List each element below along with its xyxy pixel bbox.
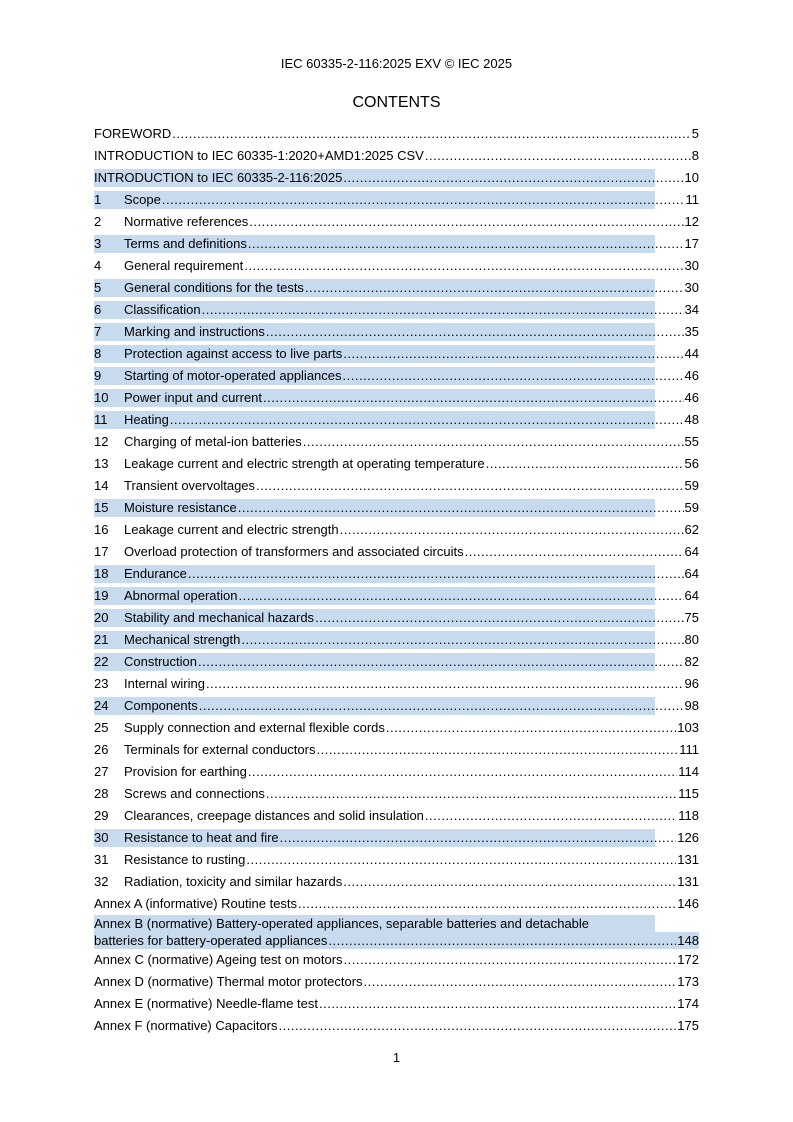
page-ref: 114 [678,764,699,779]
document-header: IEC 60335-2-116:2025 EXV © IEC 2025 [280,56,513,71]
dot-leader [248,233,684,255]
toc-entry-label: Components [124,698,198,713]
toc-entry-label: Charging of metal-ion batteries [124,434,302,449]
dot-leader [170,409,684,431]
dot-leader [298,893,676,915]
dot-leader [316,739,678,761]
page-ref: 62 [684,522,699,537]
dot-leader [425,805,677,827]
toc-entry[interactable] [94,123,699,145]
page-ref: 64 [684,588,699,603]
page-ref: 173 [677,974,699,989]
toc-entry[interactable] [94,563,699,585]
toc-entry-label: Heating [124,412,169,427]
page-ref: 131 [677,874,699,889]
dot-leader [249,211,683,233]
toc-entry[interactable] [94,949,699,971]
section-number: 1 [94,192,102,207]
toc-entry-label: Overload protection of transformers and associated circuits [124,544,464,559]
toc-entry[interactable] [94,541,699,563]
page-ref: 82 [684,654,699,669]
toc-entry-label: Construction [124,654,197,669]
section-number: 25 [94,720,109,735]
page-ref: 55 [684,434,699,449]
section-number: 11 [94,412,108,427]
toc-entry-label: General conditions for the tests [124,280,304,295]
dot-leader [280,827,677,849]
page-ref: 131 [677,852,699,867]
section-number: 8 [94,346,102,361]
dot-leader [343,365,684,387]
dot-leader [315,607,683,629]
toc-entry-label: Resistance to heat and fire [124,830,279,845]
page-ref: 96 [684,676,699,691]
section-number: 6 [94,302,102,317]
page-ref: 174 [677,996,699,1011]
toc-entry-label: Normative references [124,214,249,229]
dot-leader [202,299,684,321]
section-number: 26 [94,742,109,757]
page-ref: 30 [684,280,699,295]
section-number: 7 [94,324,102,339]
section-number: 19 [94,588,109,603]
section-number: 12 [94,434,109,449]
dot-leader [344,949,677,971]
dot-leader [319,993,676,1015]
page-ref: 115 [678,786,699,801]
section-number: 29 [94,808,109,823]
dot-leader [162,189,685,211]
section-number: 10 [94,390,109,405]
toc-entry[interactable] [94,673,699,695]
page-ref: 34 [684,302,699,317]
toc-entry-label: Protection against access to live parts [124,346,343,361]
toc-entry-label: Terms and definitions [124,236,247,251]
page-number: 1 [392,1050,401,1065]
dot-leader [343,343,683,365]
toc-entry-label: Scope [124,192,161,207]
section-number: 28 [94,786,109,801]
page-ref: 148 [677,933,699,948]
dot-leader [263,387,684,409]
dot-leader [328,932,676,949]
page-ref: 8 [691,148,699,163]
toc-entry-label: INTRODUCTION to IEC 60335-2-116:2025 [94,170,343,185]
toc-entry[interactable] [94,827,699,849]
toc-entry-label: Starting of motor-operated appliances [124,368,342,383]
toc-entry-label: Terminals for external conductors [124,742,316,757]
toc-entry-label: Endurance [124,566,187,581]
dot-leader [364,971,677,993]
dot-leader [303,431,684,453]
section-number: 24 [94,698,109,713]
toc-entry[interactable] [94,717,699,739]
section-number: 14 [94,478,109,493]
page-ref: 64 [684,544,699,559]
page-ref: 64 [684,566,699,581]
toc-entry[interactable] [94,299,699,321]
page-ref: 103 [677,720,699,735]
dot-leader [244,255,683,277]
section-number: 2 [94,214,102,229]
page-ref: 98 [684,698,699,713]
section-number: 5 [94,280,102,295]
page-ref: 48 [684,412,699,427]
toc-entry[interactable] [94,475,699,497]
toc-entry[interactable] [94,409,699,431]
section-number: 32 [94,874,109,889]
toc-entry-label: Annex E (normative) Needle-flame test [94,996,318,1011]
toc-entry[interactable] [94,993,699,1015]
toc-entry[interactable] [94,343,699,365]
dot-leader [248,761,677,783]
toc-entry-label: Leakage current and electric strength at operating temperature [124,456,485,471]
toc-entry-label: Annex A (informative) Routine tests [94,896,298,911]
toc-entry[interactable] [94,1015,699,1037]
page-ref: 30 [684,258,699,273]
page-ref: 11 [685,192,699,207]
toc-entry-label: Screws and connections [124,786,265,801]
page-ref: 75 [684,610,699,625]
toc-entry-label: Radiation, toxicity and similar hazards [124,874,343,889]
dot-leader [256,475,684,497]
dot-leader [199,695,684,717]
section-number: 9 [94,368,102,383]
page-ref: 5 [691,126,699,141]
toc-entry[interactable] [94,453,699,475]
page-ref: 12 [684,214,699,229]
toc-entry[interactable] [94,145,699,167]
page-ref: 80 [684,632,699,647]
toc-entry[interactable] [94,189,699,211]
dot-leader [188,563,684,585]
page-ref: 126 [677,830,699,845]
toc-entry[interactable] [94,783,699,805]
page-ref: 172 [677,952,699,967]
toc-entry-label: Annex D (normative) Thermal motor protectors [94,974,363,989]
toc-entry[interactable] [94,321,699,343]
toc-entry-label: Leakage current and electric strength [124,522,339,537]
toc-entry-label: Transient overvoltages [124,478,256,493]
toc-entry[interactable] [94,915,699,949]
section-number: 13 [94,456,109,471]
toc-entry[interactable] [94,519,699,541]
toc-entry-label: Abnormal operation [124,588,238,603]
dot-leader [425,145,691,167]
page-ref: 10 [684,170,699,185]
toc-entry-label: Provision for earthing [124,764,247,779]
toc-entry[interactable] [94,167,699,189]
dot-leader [246,849,676,871]
dot-leader [172,123,690,145]
toc-entry[interactable] [94,387,699,409]
page-ref: 46 [684,390,699,405]
toc-entry[interactable] [94,365,699,387]
toc-entry[interactable] [94,585,699,607]
toc-entry-label: Marking and instructions [124,324,265,339]
page-ref: 175 [677,1018,699,1033]
toc-entry-label: INTRODUCTION to IEC 60335-1:2020+AMD1:2025 CSV [94,148,424,163]
toc-entry[interactable] [94,849,699,871]
toc-entry-label: FOREWORD [94,126,172,141]
toc-entry[interactable] [94,695,699,717]
section-number: 17 [94,544,109,559]
page-ref: 59 [684,500,699,515]
section-number: 30 [94,830,109,845]
section-number: 18 [94,566,109,581]
section-number: 3 [94,236,102,251]
toc-entry-label: batteries for battery-operated appliances [94,933,328,948]
toc-entry[interactable] [94,607,699,629]
page-ref: 56 [684,456,699,471]
toc-entry[interactable] [94,739,699,761]
dot-leader [266,783,677,805]
page-title: CONTENTS [352,94,441,111]
dot-leader [340,519,684,541]
toc-entry[interactable] [94,211,699,233]
dot-leader [465,541,684,563]
toc-entry[interactable] [94,497,699,519]
dot-leader [343,871,676,893]
toc-entry[interactable] [94,893,699,915]
section-number: 16 [94,522,109,537]
section-number: 4 [94,258,102,273]
dot-leader [343,167,683,189]
toc-entry-label: Annex C (normative) Ageing test on motors [94,952,343,967]
page-ref: 44 [684,346,699,361]
page-ref: 17 [684,236,699,251]
toc-entry-label: Mechanical strength [124,632,241,647]
toc-entry-label: Classification [124,302,201,317]
dot-leader [279,1015,677,1037]
toc-entry-label: Annex B (normative) Battery-operated appliances, separable batteries and detachable [94,916,590,931]
toc-entry[interactable] [94,431,699,453]
page-ref: 59 [684,478,699,493]
toc-entry-label: Supply connection and external flexible cords [124,720,385,735]
section-number: 23 [94,676,109,691]
section-number: 31 [94,852,109,867]
section-number: 15 [94,500,109,515]
section-number: 21 [94,632,109,647]
toc-entry[interactable] [94,629,699,651]
toc-entry-label: Stability and mechanical hazards [124,610,315,625]
dot-leader [386,717,676,739]
toc-entry[interactable] [94,233,699,255]
table-of-contents [94,123,699,1037]
dot-leader [266,321,684,343]
toc-entry[interactable] [94,255,699,277]
toc-entry-label: Clearances, creepage distances and solid insulation [124,808,424,823]
toc-entry[interactable] [94,871,699,893]
section-number: 27 [94,764,109,779]
page-ref: 118 [678,808,699,823]
section-number: 22 [94,654,109,669]
toc-entry-label: Resistance to rusting [124,852,246,867]
section-number: 20 [94,610,109,625]
page-ref: 111 [679,742,699,757]
toc-entry-label: Annex F (normative) Capacitors [94,1018,278,1033]
dot-leader [238,585,683,607]
toc-entry[interactable] [94,651,699,673]
dot-leader [305,277,684,299]
toc-entry[interactable] [94,805,699,827]
dot-leader [238,497,684,519]
page-ref: 146 [677,896,699,911]
toc-entry[interactable] [94,277,699,299]
toc-entry-label: Internal wiring [124,676,205,691]
dot-leader [486,453,684,475]
toc-entry-label: Moisture resistance [124,500,237,515]
dot-leader [206,673,684,695]
page-ref: 46 [684,368,699,383]
toc-entry-label: Power input and current [124,390,263,405]
dot-leader [198,651,684,673]
toc-entry[interactable] [94,761,699,783]
toc-entry-label: General requirement [124,258,244,273]
dot-leader [241,629,683,651]
page-ref: 35 [684,324,699,339]
toc-entry[interactable] [94,971,699,993]
